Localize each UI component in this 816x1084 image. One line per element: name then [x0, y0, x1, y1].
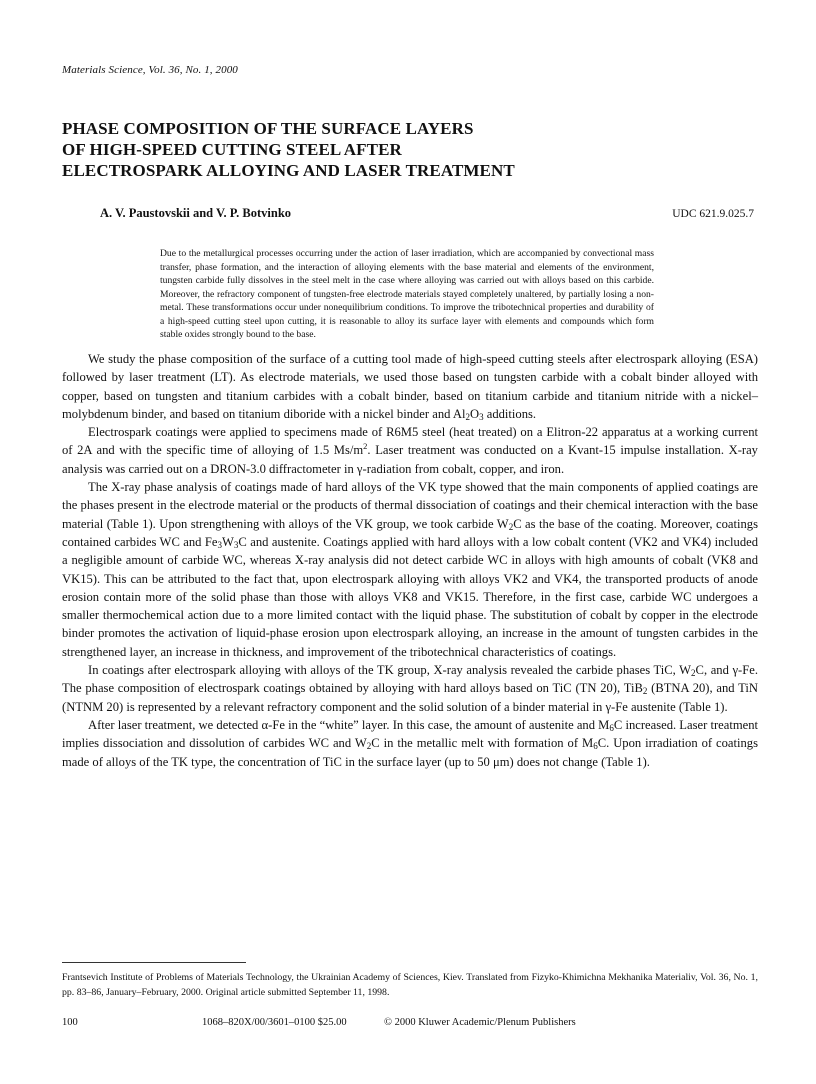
footnote: Frantsevich Institute of Problems of Materials Technology, the Ukrainian Academy of Sciences, Kiev. Translated from Fizyko-Khimichna Mekhanika Materialiv, Vol. 36, No. 1, pp. 83–86, January–February, 2000. Original article submitted September 11, 1998.: [62, 972, 758, 998]
paragraph: The X-ray phase analysis of coatings made of hard alloys of the VK type showed that the main components of applied coatings are the phases present in the electrode material or the products of thermal dissociation of coatings and their chemical interaction with the base material (Table 1). Upon strengthening with alloys of the VK group, we took carbide $W_2C$ as the base of the coating. Moreover, coatings contained carbides WC and $Fe_3W_3C$ and austenite. Coatings applied with hard alloys with a low cobalt content (VK2 and VK4) included a negligible amount of carbide WC, whereas X-ray analysis did not detect carbide WC in alloys with high amounts of cobalt (VK8 and VK15). This can be attributed to the fact that, upon electrospark alloying with alloys VK2 and VK4, the transported products of anode erosion contain more of the solid phase than those with alloys VK8 and VK15. Therefore, in the first case, carbide WC undergoes a smaller thermochemical action due to a more limited contact with the liquid phase. The substitution of cobalt by copper in the electrode binder promotes the activation of liquid-phase erosion upon electrospark alloying, an increase in the amount of tungsten carbides in the strengthened layer, an increase in thickness, and improvement of the tribotechnical characteristics of coatings.: [62, 480, 758, 659]
udc-code: UDC 621.9.025.7: [672, 208, 754, 220]
footnote-divider: [62, 962, 246, 963]
page-number: 100: [62, 1017, 78, 1028]
title-line: ELECTROSPARK ALLOYING AND LASER TREATMENT: [62, 161, 515, 180]
title-line: PHASE COMPOSITION OF THE SURFACE LAYERS: [62, 119, 474, 138]
issn-price: 1068–820X/00/3601–0100 $25.00: [202, 1017, 347, 1028]
paragraph: Electrospark coatings were applied to specimens made of R6M5 steel (heat treated) on a Elitron-22 apparatus at a working current of 2A and with the specific time of alloying of 1.5 $Ms/m^2$. Laser treatment was conducted on a Kvant-15 impulse installation. X-ray analysis was carried out on a DRON-3.0 diffractometer in γ-radiation from cobalt, copper, and iron.: [62, 425, 758, 476]
abstract: Due to the metallurgical processes occurring under the action of laser irradiation, which are accompanied by convectional mass transfer, phase formation, and the interaction of alloying elements with the base material and elements of the environment, tungsten carbide fully dissolves in the steel melt in the case where alloying was carried out with alloys based on this carbide. Moreover, the refractory component of tungsten-free electrode materials stayed completely unaltered, by partially losing a non-metal. These transformations occur under nonequilibrium conditions. To improve the tribotechnical properties and durability of a high-speed cutting steel upon cutting, it is reasonable to alloy its surface layer with elements and compounds which form stable oxides strongly bound to the base.: [160, 248, 654, 340]
journal-citation: Materials Science, Vol. 36, No. 1, 2000: [62, 64, 238, 76]
paragraph: After laser treatment, we detected α-Fe in the “white” layer. In this case, the amount of austenite and $M_6C$ increased. Laser treatment implies dissociation and dissolution of carbides WC and $W_2C$ in the metallic melt with formation of $M_6C$. Upon irradiation of coatings made of alloys of the TK type, the concentration of TiC in the surface layer (up to 50 μm) does not change (Table 1).: [62, 717, 758, 769]
title-line: OF HIGH-SPEED CUTTING STEEL AFTER: [62, 140, 402, 159]
article-title: [62, 118, 622, 181]
paragraph: We study the phase composition of the surface of a cutting tool made of high-speed cutting steels after electrospark alloying (ESA) followed by laser treatment (LT). As electrode materials, we used those based on tungsten carbide with a cobalt binder alloyed with copper, based on tungsten and titanium carbides with a cobalt binder, based on titanium carbide and titanium nitride with a nickel–molybdenum binder, and based on titanium diboride with a nickel binder and $Al_2O_3$ additions.: [62, 352, 758, 422]
copyright: © 2000 Kluwer Academic/Plenum Publishers: [384, 1017, 576, 1028]
authors: A. V. Paustovskii and V. P. Botvinko: [100, 206, 292, 220]
paragraph: In coatings after electrospark alloying with alloys of the TK group, X-ray analysis revealed the carbide phases TiC, $W_2C$, and γ-Fe. The phase composition of electrospark coatings obtained by alloying with hard alloys based on TiC (TN 20), TiB$_2$ (BTNA 20), and TiN (NTNM 20) is represented by a relevant refractory component and the solid solution of a binder material in γ-Fe austenite (Table 1).: [62, 663, 758, 714]
body-text: [62, 350, 758, 771]
